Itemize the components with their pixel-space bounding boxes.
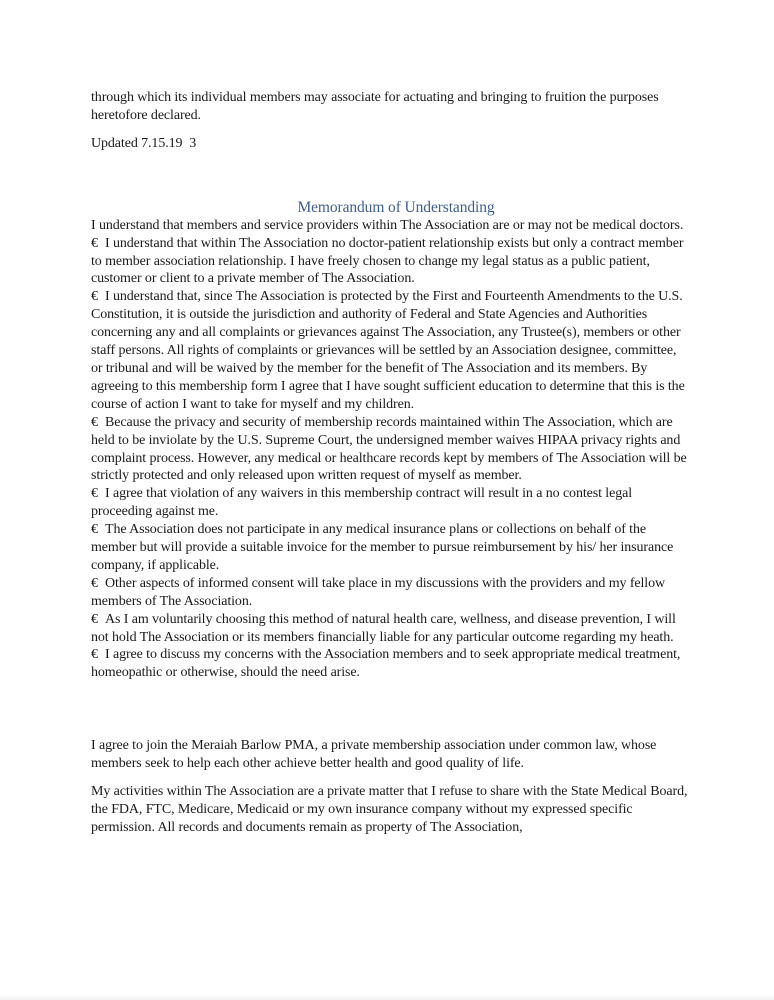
euro-bullet-icon: € [91,647,98,663]
memo-title: Memorandum of Understanding [297,198,495,216]
memo-item [91,288,691,413]
page-footer-note: Updated 7.15.19 3 [91,135,197,151]
memo-item-text: Other aspects of informed consent will take place in my discussions with the providers and my fellow members of The Association. [91,575,665,609]
section-spacer [91,682,691,737]
memo-item [91,485,691,521]
euro-bullet-icon: € [91,235,98,251]
memo-items [91,235,691,683]
euro-bullet-icon: € [91,575,98,591]
memo-opening: I understand that members and service providers within The Association are or may not be medical doctors. [91,217,684,233]
euro-bullet-icon: € [91,611,98,627]
memo-item [91,575,691,611]
document-page [91,89,691,837]
privacy-statement: My activities within The Association are a private matter that I refuse to share with the State Medical Board, the FDA, FTC, Medicare, Medicaid or my own insurance company without my expressed specific permission. All records and documents remain as property of The Association, [91,784,688,835]
join-statement: I agree to join the Meraiah Barlow PMA, a private membership association under common law, whose members seek to help each other achieve better health and good quality of life. [91,738,657,772]
euro-bullet-icon: € [91,486,98,502]
memo-item [91,414,691,486]
memo-item-text: As I am voluntarily choosing this method of natural health care, wellness, and disease prevention, I will not hold The Association or its members financially liable for any particular outcome regarding my heath. [91,611,676,645]
memo-item [91,235,691,289]
memo-item-text: I understand that, since The Association is protected by the First and Fourteenth Amendments to the U.S. Constitution, it is outside the jurisdiction and authority of Federal and State Agencies and Authorities concerning any and all complaints or grievances against The Association, any Trustee(s), members or other staff persons. All rights of complaints or grievances will be settled by an Association designee, committee, or tribunal and will be waived by the member for the benefit of The Association and its members. By agreeing to this membership form I agree that I have sought sufficient education to determine that this is the course of action I want to take for myself and my children. [91,289,685,412]
intro-continuation: through which its individual members may associate for actuating and bringing to fruition the purposes heretofore declared. [91,90,659,123]
euro-bullet-icon: € [91,289,98,305]
memo-item [91,646,691,682]
memo-item [91,611,691,647]
memo-item [91,521,691,575]
memo-item-text: The Association does not participate in any medical insurance plans or collections on behalf of the member but will provide a suitable invoice for the member to pursue reimbursement by his/ her insurance company, if applicable. [91,522,674,573]
memo-item-text: I agree to discuss my concerns with the Association members and to seek appropriate medical treatment, homeopathic or otherwise, should the need arise. [91,647,681,681]
page-bottom-edge [0,994,774,1000]
memo-item-text: I agree that violation of any waivers in this membership contract will result in a no contest legal proceeding against me. [91,486,633,520]
memo-item-text: Because the privacy and security of membership records maintained within The Association, which are held to be inviolate by the U.S. Supreme Court, the undersigned member waives HIPAA privacy rights and complaint process. However, any medical or healthcare records kept by members of The Association will be strictly protected and only released upon written request of myself as member. [91,414,687,484]
memo-item-text: I understand that within The Association no doctor-patient relationship exists but only a contract member to member association relationship. I have freely chosen to change my legal status as a public patient, customer or client to a private member of The Association. [91,235,684,287]
euro-bullet-icon: € [91,522,98,538]
euro-bullet-icon: € [91,414,98,430]
